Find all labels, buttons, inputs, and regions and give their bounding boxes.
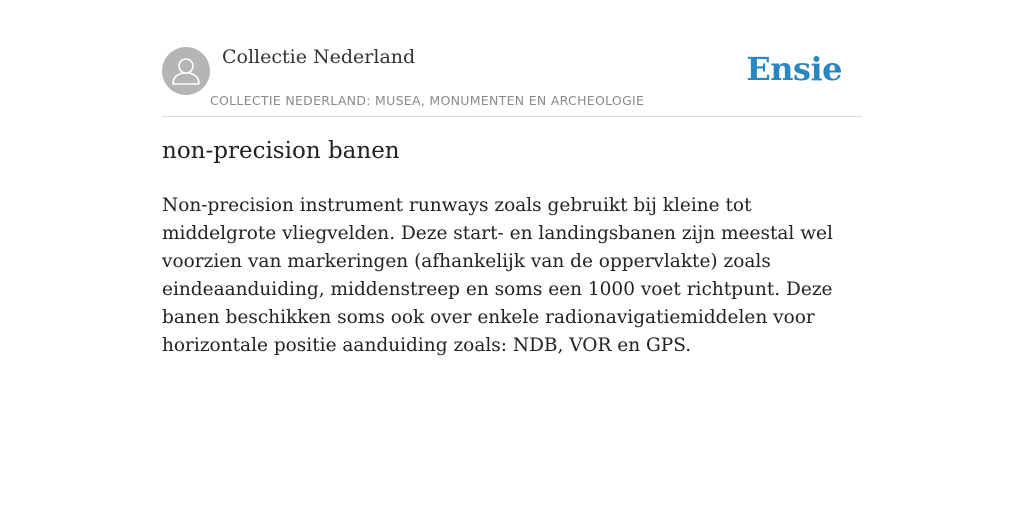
term-title: non-precision banen [162, 138, 400, 164]
collection-subtitle[interactable]: COLLECTIE NEDERLAND: MUSEA, MONUMENTEN EN ARCHEOLOGIE [210, 93, 645, 108]
definition-text: Non-precision instrument runways zoals gebruikt bij kleine tot middelgrote vliegvelden. Deze start- en landingsbanen zijn meestal wel voorzien van markeringen (afhankelijk van de oppervlakte) zoals eindeaanduiding, middenstreep en soms een 1000 voet richtpunt. Deze banen beschikken soms ook over enkele radionavigatiemiddelen voor horizontale positie aanduiding zoals: NDB, VOR en GPS. [162, 195, 833, 356]
user-silhouette-icon [162, 47, 210, 95]
brand-logo[interactable]: Ensie [746, 50, 842, 88]
author-name[interactable]: Collectie Nederland [222, 46, 416, 68]
avatar[interactable] [162, 47, 210, 95]
header [162, 40, 862, 117]
